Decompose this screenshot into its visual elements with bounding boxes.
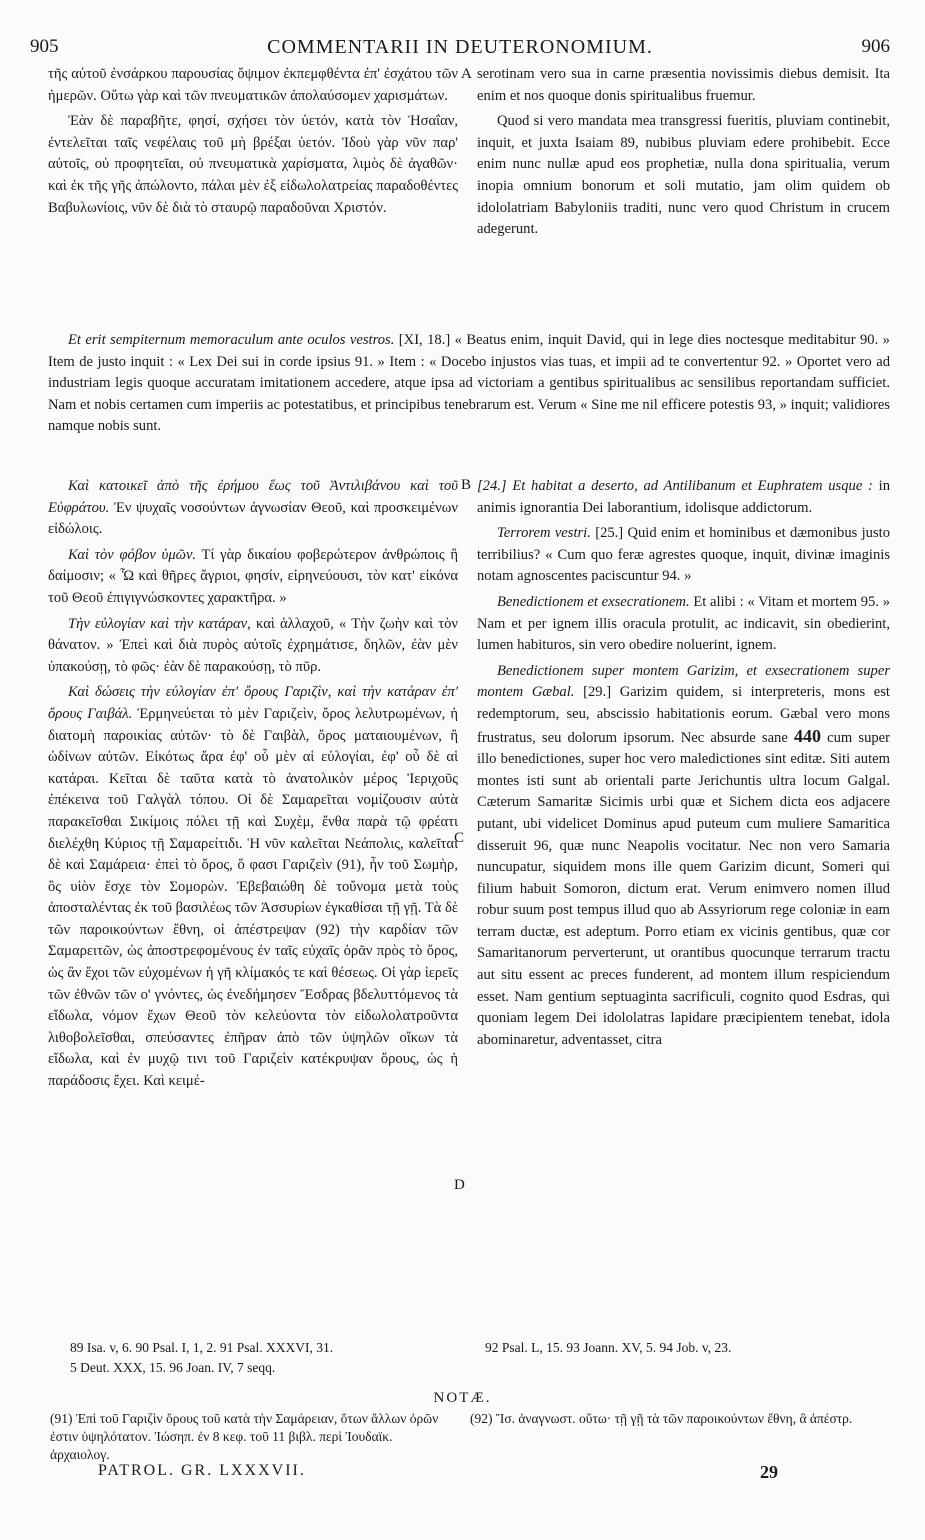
lemma: Καὶ τὸν φόβον ὑμῶν.: [68, 546, 197, 563]
footnotes-right: 92 Psal. L, 15. 93 Joann. XV, 5. 94 Job. v, 23.: [485, 1340, 732, 1355]
greek-section: [48, 545, 458, 610]
greek-column-top: [48, 64, 458, 223]
lemma: Benedictionem super montem Garizim, et exsecrationem super montem Gæbal.: [477, 662, 890, 701]
greek-column-bottom: [48, 476, 458, 1097]
greek-section: [48, 682, 458, 1092]
lemma: Καὶ δώσεις τὴν εὐλογίαν ἐπ' ὄρους Γαριζὶν, καὶ τὴν κατάραν ἐπ' ὄρους Γαιβάλ.: [48, 684, 458, 722]
margin-letter-d: D: [454, 1177, 465, 1193]
latin-column-top: [477, 64, 890, 245]
section-text: [25.] Quid enim et hominibus et dæmonibus justo terribilius? « Cum quo feræ agrestes quoque, inquit, divinæ imaginis notam agnoscentes paciscuntur 94. »: [477, 525, 890, 585]
margin-letter-a: A: [461, 66, 472, 82]
section-text: Ἑρμηνεύεται τὸ μὲν Γαριζεὶν, ὄρος λελυτρωμένων, ἡ διατομὴ παροικίας αὐτῶν· τὸ δὲ Γαιβὰλ, ὄρος ματαιουμένων, ἢ ὠδίνων αὐτῶν. Εἰκότως ἄρα ἐφ' οὗ μὲν αἱ εὐλογίαι, ἐφ' οὗ δὲ αἱ κατάραι. Κεῖται δὲ ταῦτα κατὰ τὸ ἀνατολικὸν μέρος Ἱεριχοῦς ἐπέκεινα τοῦ Γαλγὰλ τόπου. Οἱ δὲ Σαμαρεῖται νομίζουσιν αὐτὰ παρακεῖσθαι Σικίμοις πόλει τῇ καὶ Συχὲμ, ἔνθα παρὰ τῷ φρέατι διελέχθη Κύριος τῇ Σαμαρείτιδι. Ἡ νῦν καλεῖται Νεάπολις, καλεῖται δὲ καὶ Σαμάρεια· ἐπεὶ τὸ ὄρος, ὅ φασι Γαριζεὶν (91), ἦν τοῦ Σωμὴρ, ὃς υἱὸν ἔσχε τὸν Σομορὼν. Ἐβεβαιώθη δὲ τοὔνομα μετὰ τοὺς ἀποσταλέντας ἐκ τοῦ βασιλέως τῶν Ἀσσυρίων ἐγκαθίσαι τῇ γῇ. Τὰ δὲ τῶν παροικούντων ἔθνη, οἱ ἀπέστρεψαν (92) τὴν καρδίαν τῶν Σαμαρειτῶν, ὡς ἀποστρεφομένους ἐν ταῖς εὐχαῖς ὁρᾶν πρὸς τὸ ὄρος, ὡς ἂν ἔχοι τῶν εὐχομένων ἡ γῆ κλίμακός τε καὶ θέσεως. Οἱ γὰρ ἱερεῖς τῶν ἐθνῶν τῶν ο' γνόντες, ὡς ἐνεδήμησεν Ἔσδρας βδελυττόμενος τὰ εἴδωλα, νόμον ἔχων Θεοῦ τὸν κελεύοντα τὸν εἰδωλολατροῦντα λιθοβολεῖσθαι, σπεύσαντες ἐπῆραν ἀπὸ τῶν ὑψηλῶν οἴκων τὰ εἴδωλα, καὶ ἐν μυχῷ τινι τοῦ Γαριζεὶν κατέκρυψαν ὄρους, ὡς ἡ παράδοσις ἔχει. Καὶ κειμέ-: [48, 705, 459, 1090]
section-text: Τί γὰρ δικαίου φοβερώτερον ἀνθρώποις ἢ δαίμοσιν; « Ὦ καὶ θῆρες ἄγριοι, φησίν, εἰρηνεύουσι, τὸν κατ' εἰκόνα τοῦ Θεοῦ ἐπιγιγνώσκοντες χαρακτῆρα. »: [48, 546, 458, 606]
latin-section: [477, 661, 890, 1052]
page-number-left: 905: [30, 36, 59, 57]
margin-letter-b: B: [461, 477, 472, 493]
latin-section: [477, 476, 890, 519]
lemma: Benedictionem et exsecrationem.: [497, 593, 690, 610]
running-header: [30, 36, 890, 60]
running-title: COMMENTARII IN DEUTERONOMIUM.: [267, 36, 653, 58]
page-number-right: 906: [861, 36, 890, 57]
sheet-number: 29: [760, 1462, 778, 1482]
section-text: cum super illo benedictiones, super hoc vero maledictiones sint editæ. Siti autem montes isti sunt ab orientali parte Jerichuntis ultra locum Galgal. Cæterum Samaritæ Sicimis urbi quæ et Sichem dicta eos adjacere putant, ubi videlicet Dominus apud puteum cum muliere Samaritica disseruit 96, quæ nunc Neapolis vocitatur. Nec non vero Samaria nuncupatur, siquidem mons ille quem Garizim dicunt, Someri qui filium habuit Somoron, dictum erat. Verum enimvero nomen illud robur suum post tempus illud quo ab Assyriorum rege coloniæ in eam terram ductæ, est adeptum. Porro etiam ex vicinis gentibus, quæ cor Samaritanorum perverterunt, ut orantibus quocunque terrarum tractu aut situ essent ac preces funderent, ad montem illum respiciendum esset. Nam gentium septuaginta sacrificuli, cognito quod Esdras, qui quoniam legem Dei idololatras lapidare præcipientem tenebat, idola abominaretur, adventasset, citra: [477, 729, 891, 1048]
lemma: Τὴν εὐλογίαν καὶ τὴν κατάραν,: [68, 615, 251, 632]
latin-paragraph: serotinam vero sua in carne præsentia novissimis diebus demisit. Ita enim et nos quoque donis spiritualibus fruemur.: [477, 66, 890, 104]
greek-section: [48, 614, 458, 679]
full-width-passage: [48, 330, 890, 438]
column-number: 440: [793, 725, 821, 746]
greek-paragraph: τῆς αὐτοῦ ἐνσάρκου παρουσίας ὄψιμον ἐκπεμφθέντα ἐπ' ἐσχάτου τῶν ἡμερῶν. Οὕτω γὰρ καὶ τῶν πνευματικῶν ἀπολαύσομεν χαρισμάτων.: [48, 66, 458, 104]
latin-section: [477, 523, 890, 588]
margin-letter-c: C: [454, 830, 465, 846]
section-text: καὶ ἀλλαχοῦ, « Τὴν ζωὴν καὶ τὸν θάνατον. » Ἐπεὶ καὶ διὰ πυρὸς αὐτοῖς ἐχρημάτισε, δηλῶν, ἐὰν μὲν ὑπακούσῃ, τὸ φῶς· ἐὰν δὲ παρακούσῃ, τὸ πῦρ.: [48, 615, 458, 675]
lemma: Et erit sempiternum memoraculum ante oculos vestros.: [68, 332, 395, 348]
greek-section: [48, 476, 458, 541]
latin-paragraph: Quod si vero mandata mea transgressi fueritis, pluviam continebit, inquit, et juxta Isaiam 89, nubibus pluviam edere prohibebit. Ecce enim nunc nullæ apud eos prophetiæ, nulla dona spiritualia, verum inopia omnium bonorum et soli mutatio, jam olim quidem ob idololatriam Babyloniis traditi, nunc vero quod Christum in crucem adegerunt.: [477, 113, 890, 238]
latin-section: [477, 592, 890, 657]
footnotes-left: 89 Isa. v, 6. 90 Psal. I, 1, 2. 91 Psal. XXXVI, 31.: [70, 1340, 334, 1355]
note-92: (92) Ἴσ. ἀναγνωστ. οὕτω· τῇ γῇ τὰ τῶν παροικούντων ἔθνη, ἃ ἀπέστρ.: [470, 1411, 853, 1426]
lemma: Terrorem vestri.: [497, 525, 591, 542]
latin-column-bottom: [477, 476, 890, 1055]
note-91: (91) Ἐπὶ τοῦ Γαριζὶν ὄρους τοῦ κατὰ τὴν Σαμάρειαν, ὅτων ἄλλων ὀρῶν ἐστιν ὑψηλότατον. Ἰώσηπ. ἐν 8 κεφ. τοῦ 11 βιβλ. περὶ Ἰουδαϊκ. ἀρχαιολογ.: [50, 1411, 439, 1462]
lemma: [24.] Et habitat a deserto, ad Antilibanum et Euphratem usque :: [477, 478, 873, 494]
passage-text: [XI, 18.] « Beatus enim, inquit David, qui in lege dies noctesque meditabitur 90. » Item de justo inquit : « Lex Dei sui in corde ipsius 91. » Item : « Docebo injustos vias tuas, et impii ad te convertentur 92. » Oportet vero ad industriam legis quoque accuratam imitationem accedere, atque ipsa ad victoriam a gentibus spiritualibus ac sensilibus reportandam sufficiet. Nam et nobis certamen cum imperiis ac potestatibus, et principibus tenebrarum est. Verum « Sine me nil efficere potestis 93, » inquit; validiores namque nobis sunt.: [48, 332, 890, 435]
footnotes-left-2: 5 Deut. XXX, 15. 96 Joan. IV, 7 seqq.: [70, 1360, 276, 1375]
section-text: in animis ignorantia Dei laborantium, idolisque addictorum.: [477, 478, 890, 516]
section-text: Ἐν ψυχαῖς νοσούντων ἀγνωσίαν Θεοῦ, καὶ προσκειμένων εἰδώλοις.: [48, 499, 458, 538]
greek-paragraph: Ἐὰν δὲ παραβῆτε, φησί, σχήσει τὸν ὑετόν, κατὰ τὸν Ἡσαΐαν, ἐντελεῖται ταῖς νεφέλαις τοῦ μὴ βρέξαι ὑετόν. Ἰδοὺ γὰρ νῦν παρ' αὐτοῖς, οὐ προφητεῖαι, οὐ πνευματικὰ χαρίσματα, λιμὸς δὲ ἀγαθῶν· καὶ ἐκ τῆς γῆς ἀπώλοντο, πάλαι μὲν ἐξ εἰδωλολατρείας παραδοθέντες Βαβυλωνίοις, νῦν δὲ διὰ τὸ σταυρῷ παραδοῦναι Χριστόν.: [48, 113, 458, 216]
section-text: [29.] Garizim quidem, si interpreteris, mons est redemptorum, seu, abscissio habitationis eorum. Gæbal vero mons frustratus, seu dolorum ipsorum. Nec absurde sane: [477, 684, 890, 746]
lemma: Καὶ κατοικεῖ ἀπὸ τῆς ἐρήμου ἕως τοῦ Ἀντιλιβάνου καὶ τοῦ Εὐφράτου.: [48, 478, 458, 516]
section-text: Et alibi : « Vitam et mortem 95. » Nam et per ignem illis oracula protulit, ac indicavit, sin obedierint, lumen habituros, sin vero obedire noluerint, ignem.: [477, 593, 891, 654]
signature-mark: PATROL. GR. LXXXVII.: [98, 1462, 306, 1479]
notae-heading: NOTÆ.: [433, 1390, 492, 1406]
